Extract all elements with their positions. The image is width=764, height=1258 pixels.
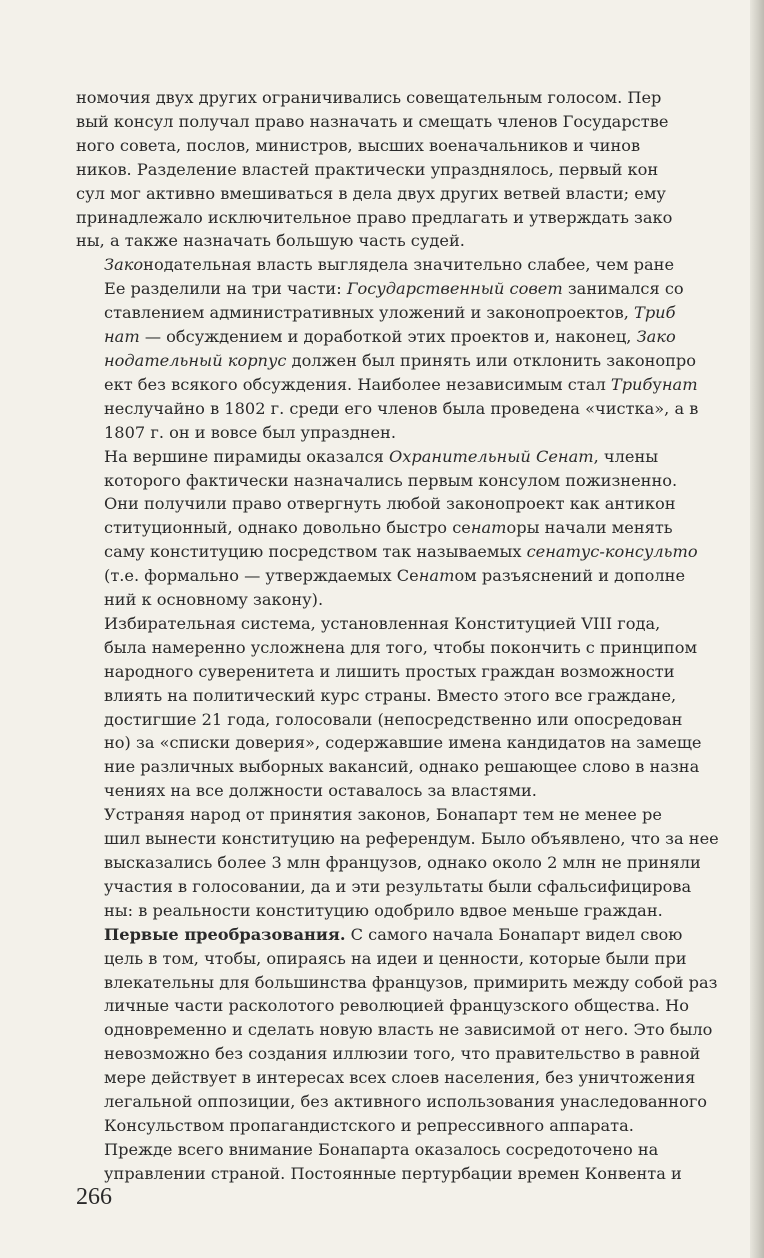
text-line: легальной оппозиции, без активного использования унаследованного xyxy=(104,1092,708,1112)
italic-term: нат xyxy=(661,374,698,394)
text-line: ние различных выборных вакансий, однако решающее слово в назна xyxy=(104,757,700,777)
italic-term: Триб xyxy=(610,374,653,394)
text-line: ного совета, послов, министров, высших военачальников и чинов xyxy=(76,135,641,155)
italic-term: Государственный совет xyxy=(346,279,563,299)
italic-term: Охранительный Сенат xyxy=(389,446,594,466)
text-line: Они получили право отвергнуть любой законопроект как антикон xyxy=(104,494,676,514)
italic-term: нат xyxy=(418,566,455,586)
italic-term: нодательный корпус xyxy=(104,350,287,370)
bold-heading: Первые преобразования. xyxy=(104,924,346,944)
text-line: была намеренно усложнена для того, чтобы покончить с принципом xyxy=(104,637,698,657)
text-line: вый консул получал право назначать и смещать членов Государстве xyxy=(76,111,669,131)
text-line: сул мог активно вмешиваться в дела двух других ветвей власти; ему xyxy=(76,183,666,203)
paragraph xyxy=(76,803,756,923)
text-line: Консульством пропагандистского и репрессивного аппарата. xyxy=(104,1115,634,1135)
paragraph xyxy=(76,445,756,612)
text-line: достигшие 21 года, голосовали (непосредственно или опосредован xyxy=(104,709,683,729)
text-line: управлении страной. Постоянные пертурбации времен Конвента и xyxy=(104,1163,682,1183)
italic-term: нат xyxy=(470,518,507,538)
text-line: народного суверенитета и лишить простых граждан возможности xyxy=(104,661,675,681)
text-line: саму конституцию посредством так называемых сенатус-консульто xyxy=(104,542,698,562)
text-line: влекательны для большинства французов, примирить между собой раз xyxy=(104,972,718,992)
text-line: участия в голосовании, да и эти результаты были сфальсифицирова xyxy=(104,876,692,896)
italic-term: нат xyxy=(104,327,140,347)
text-line: нодательный корпус должен был принять или отклонить законопро xyxy=(104,350,697,370)
text-line: чениях на все должности оставалось за властями. xyxy=(104,781,537,801)
text-line: цель в том, чтобы, опираясь на идеи и ценности, которые были при xyxy=(104,948,687,968)
text-line: но) за «списки доверия», содержавшие имена кандидатов на замеще xyxy=(104,733,702,753)
text-line: неслучайно в 1802 г. среди его членов была проведена «чистка», а в xyxy=(104,398,699,418)
paragraph xyxy=(76,253,756,444)
paragraph xyxy=(76,923,756,1138)
text-line: Законодательная власть выглядела значительно слабее, чем ране xyxy=(104,255,675,275)
text-line: Прежде всего внимание Бонапарта оказалось сосредоточено на xyxy=(104,1139,659,1159)
text-line: ников. Разделение властей практически упразднялось, первый кон xyxy=(76,159,659,179)
text-line: одновременно и сделать новую власть не зависимой от него. Это было xyxy=(104,1020,713,1040)
paragraph xyxy=(76,86,756,253)
text-line: ны, а также назначать большую часть судей. xyxy=(76,231,465,251)
text-line: шил вынести конституцию на референдум. Было объявлено, что за нее xyxy=(104,829,719,849)
text-line: ставлением административных уложений и законопроектов, Триб xyxy=(104,303,676,323)
page-number: 266 xyxy=(76,1184,112,1210)
text-line: номочия двух других ограничивались совещательным голосом. Пер xyxy=(76,88,662,107)
text-line: высказались более 3 млн французов, однако около 2 млн не приняли xyxy=(104,853,701,872)
text-line: Устраняя народ от принятия законов, Бонапарт тем не менее ре xyxy=(104,805,662,825)
text-line: На вершине пирамиды оказался Охранительный Сенат, члены xyxy=(104,446,659,466)
paragraph xyxy=(76,612,756,803)
italic-term: сенатус-консульто xyxy=(526,542,698,562)
text-line: влиять на политический курс страны. Вместо этого все граждане, xyxy=(104,685,677,705)
text-line: ны: в реальности конституцию одобрило вдвое меньше граждан. xyxy=(104,900,663,920)
text-line: (т.е. формально — утверждаемых Сенатом разъяснений и дополне xyxy=(104,566,686,586)
italic-term: Зако xyxy=(636,327,676,347)
text-line: мере действует в интересах всех слоев населения, без уничтожения xyxy=(104,1068,696,1088)
text-line: ституционный, однако довольно быстро сенаторы начали менять xyxy=(104,518,673,538)
text-line: принадлежало исключительное право предлагать и утверждать зако xyxy=(76,207,673,227)
text-line: Избирательная система, установленная Конституцией VIII года, xyxy=(104,613,661,633)
text-line: которого фактически назначались первым консулом пожизненно. xyxy=(104,470,678,490)
text-line: 1807 г. он и вовсе был упразднен. xyxy=(104,422,396,442)
text-line: нат — обсуждением и доработкой этих проектов и, наконец, Зако xyxy=(104,327,676,347)
body-text xyxy=(76,86,756,1186)
italic-term: Зако xyxy=(104,255,144,275)
paragraph xyxy=(76,1138,756,1186)
text-line: ект без всякого обсуждения. Наиболее независимым стал Трибунат xyxy=(104,374,698,394)
text-line: личные части расколотого революцией французского общества. Но xyxy=(104,996,690,1016)
text-line: ний к основному закону). xyxy=(104,590,324,610)
text-line: Ее разделили на три части: Государственный совет занимался со xyxy=(104,279,684,299)
text-line: невозможно без создания иллюзии того, что правительство в равной xyxy=(104,1044,701,1064)
italic-term: Триб xyxy=(634,303,676,323)
text-line: Первые преобразования. С самого начала Бонапарт видел свою xyxy=(104,924,683,944)
